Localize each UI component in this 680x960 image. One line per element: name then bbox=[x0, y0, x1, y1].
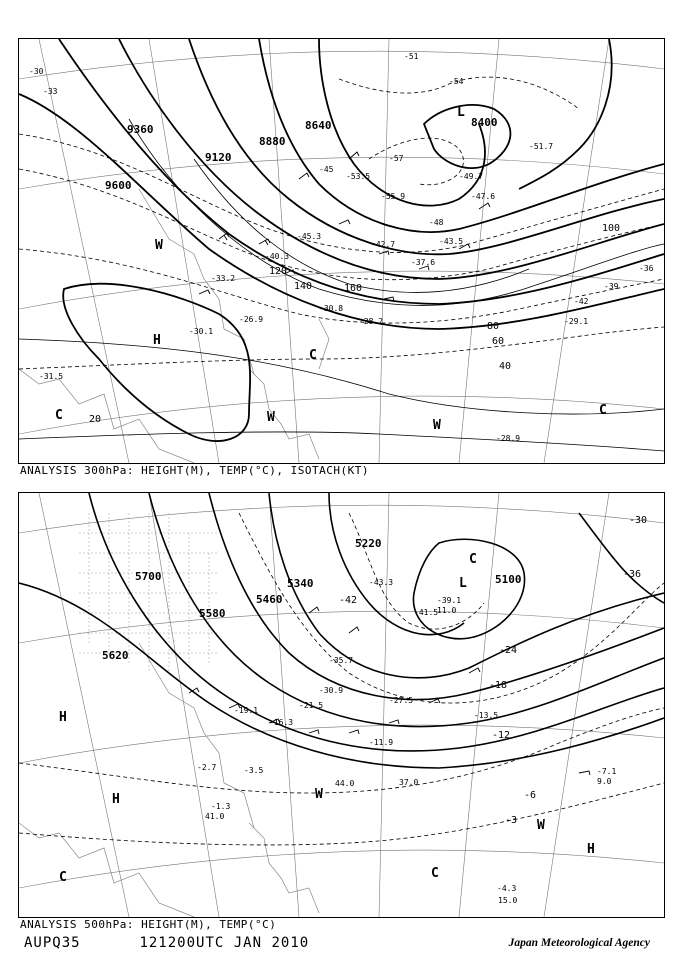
height-label-5700: 5700 bbox=[135, 570, 162, 583]
temp-label-minus36: -36 bbox=[639, 264, 654, 273]
height-label-8880: 8880 bbox=[259, 135, 286, 148]
station-value: -42.7 bbox=[371, 240, 396, 249]
map-300hpa bbox=[18, 38, 665, 464]
height-label-5580: 5580 bbox=[199, 607, 226, 620]
station-value: -40.3 bbox=[265, 252, 290, 261]
map-500hpa-canvas bbox=[19, 493, 664, 917]
chart-identifier bbox=[24, 935, 309, 951]
isotach-labels-300 bbox=[89, 223, 620, 425]
temp-label-minus18: -18 bbox=[489, 680, 508, 691]
isotach-label-100: 100 bbox=[602, 223, 621, 234]
station-value: -19.1 bbox=[234, 706, 259, 715]
temp-label-minus45: -45 bbox=[319, 165, 334, 174]
station-value: -4.3 bbox=[497, 884, 517, 893]
temp-label-minus54: -54 bbox=[449, 77, 464, 86]
cold-center-marker: C bbox=[469, 552, 477, 567]
warm-center-marker: W bbox=[155, 238, 163, 253]
low-center-marker: L bbox=[459, 576, 467, 591]
temp-label-minus39: -39 bbox=[604, 282, 619, 291]
isotach-label-140: 140 bbox=[294, 281, 313, 292]
warm-center-marker: W bbox=[537, 818, 545, 833]
station-value: -1.3 bbox=[211, 802, 231, 811]
station-value: -35.7 bbox=[329, 656, 354, 665]
graticule-300 bbox=[19, 39, 664, 463]
station-value: -13.5 bbox=[474, 711, 499, 720]
isotach-label-80: 80 bbox=[487, 321, 500, 332]
temp-label-minus12: -12 bbox=[492, 730, 511, 741]
temp-label-minus48: -48 bbox=[429, 218, 444, 227]
station-value: -30.9 bbox=[319, 686, 344, 695]
station-value: 15.0 bbox=[498, 896, 518, 905]
station-value: -7.1 bbox=[597, 767, 617, 776]
height-label-8400: 8400 bbox=[471, 116, 498, 129]
cold-center-marker: C bbox=[59, 870, 67, 885]
map-300hpa-canvas bbox=[19, 39, 664, 463]
isotach-label-60: 60 bbox=[492, 336, 505, 347]
isotach-label-40: 40 bbox=[499, 361, 512, 372]
station-value: -49.7 bbox=[459, 172, 484, 181]
station-value: -30.8 bbox=[319, 304, 344, 313]
station-value: -55.9 bbox=[381, 192, 406, 201]
height-label-9360: 9360 bbox=[127, 123, 154, 136]
station-value: -16.3 bbox=[269, 718, 294, 727]
agency-credit: Japan Meteorological Agency bbox=[508, 937, 650, 949]
station-value: -47.6 bbox=[471, 192, 496, 201]
temp-label-minus30: -30 bbox=[29, 67, 44, 76]
station-value: -51.7 bbox=[529, 142, 554, 151]
height-label-5340: 5340 bbox=[287, 577, 314, 590]
isotach-label-120: 120 bbox=[269, 266, 288, 277]
height-label-5220: 5220 bbox=[355, 537, 382, 550]
high-center-marker: H bbox=[112, 792, 120, 807]
isotach-label-20: 20 bbox=[89, 414, 102, 425]
height-contours-300 bbox=[19, 39, 664, 441]
station-value: 41.0 bbox=[205, 812, 225, 821]
temp-label-minus57: -57 bbox=[389, 154, 404, 163]
warm-center-marker: W bbox=[315, 787, 323, 802]
high-center-marker: H bbox=[59, 710, 67, 725]
station-value: -53.5 bbox=[346, 172, 371, 181]
temp-label-minus3: -3 bbox=[505, 815, 518, 826]
temp-label-minus30: -30 bbox=[629, 515, 648, 526]
temp-label-minus36: -36 bbox=[623, 569, 642, 580]
station-value: -2.7 bbox=[197, 763, 217, 772]
caption-500hpa: ANALYSIS 500hPa: HEIGHT(M), TEMP(°C) bbox=[20, 918, 277, 931]
hatched-region-500 bbox=[79, 513, 219, 673]
cold-center-marker: C bbox=[309, 348, 317, 363]
temp-label-minus33: -33 bbox=[43, 87, 58, 96]
low-center-marker: L bbox=[457, 105, 465, 120]
station-value: -26.9 bbox=[239, 315, 264, 324]
map-500hpa bbox=[18, 492, 665, 918]
station-value: -28.2 bbox=[359, 317, 384, 326]
valid-time: 121200UTC JAN 2010 bbox=[139, 935, 310, 951]
station-value: -28.9 bbox=[496, 434, 521, 443]
temp-label-minus42: -42 bbox=[574, 297, 589, 306]
station-value: -27.5 bbox=[389, 696, 414, 705]
temp-label-minus6: -6 bbox=[524, 790, 537, 801]
temp-label-minus51: -51 bbox=[404, 52, 419, 61]
height-label-9120: 9120 bbox=[205, 151, 232, 164]
station-value: 44.0 bbox=[335, 779, 355, 788]
cold-center-marker: C bbox=[431, 866, 439, 881]
station-value: -39.1 bbox=[437, 596, 462, 605]
temp-label-minus24: -24 bbox=[499, 645, 518, 656]
station-value: -30.1 bbox=[189, 327, 214, 336]
caption-300hpa: ANALYSIS 300hPa: HEIGHT(M), TEMP(°C), ISOTACH(KT) bbox=[20, 464, 370, 477]
station-value: -43.5 bbox=[439, 237, 464, 246]
height-label-8640: 8640 bbox=[305, 119, 332, 132]
height-label-5460: 5460 bbox=[256, 593, 283, 606]
pressure-centers-300 bbox=[55, 105, 607, 433]
cold-center-marker: C bbox=[55, 408, 63, 423]
station-value: -21.5 bbox=[299, 701, 324, 710]
station-value: -43.3 bbox=[369, 578, 394, 587]
station-value: -31.5 bbox=[39, 372, 64, 381]
station-value: -11.9 bbox=[369, 738, 394, 747]
station-value: 11.0 bbox=[437, 606, 457, 615]
high-center-marker: H bbox=[153, 333, 161, 348]
station-value: -3.5 bbox=[244, 766, 264, 775]
chart-code: AUPQ35 bbox=[24, 935, 81, 951]
high-center-marker: H bbox=[587, 842, 595, 857]
station-value: 37.0 bbox=[399, 778, 419, 787]
warm-center-marker: W bbox=[433, 418, 441, 433]
height-label-9600: 9600 bbox=[105, 179, 132, 192]
station-value: -33.2 bbox=[211, 274, 236, 283]
height-label-5100: 5100 bbox=[495, 573, 522, 586]
station-value: 9.0 bbox=[597, 777, 612, 786]
temp-label-minus42: -42 bbox=[339, 595, 358, 606]
isotach-label-160: 160 bbox=[344, 283, 363, 294]
warm-center-marker: W bbox=[267, 410, 275, 425]
station-value: -37.6 bbox=[411, 258, 436, 267]
pressure-centers-500 bbox=[59, 552, 595, 885]
station-value: -45.3 bbox=[297, 232, 322, 241]
station-value: -29.1 bbox=[564, 317, 589, 326]
station-value: -41.5 bbox=[414, 608, 439, 617]
cold-center-marker: C bbox=[599, 403, 607, 418]
height-label-5620: 5620 bbox=[102, 649, 129, 662]
